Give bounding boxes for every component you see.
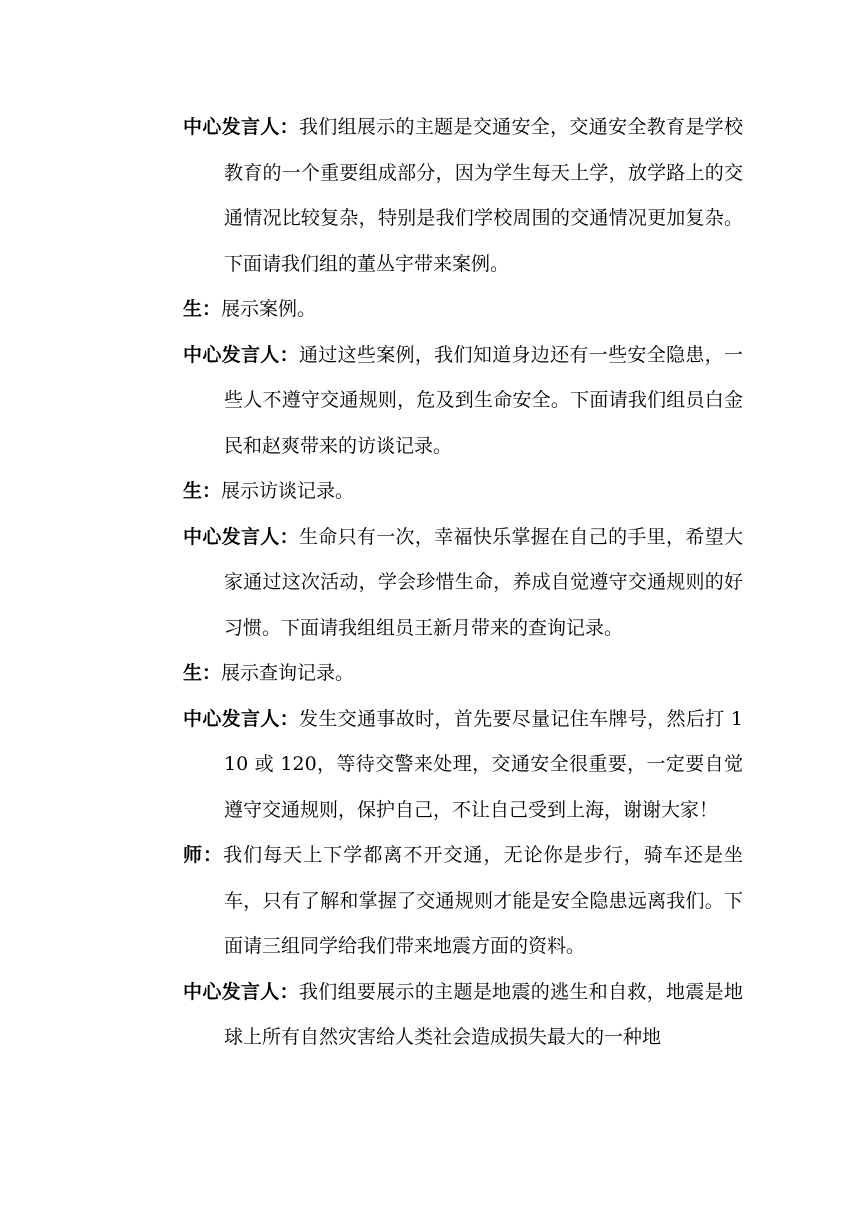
dialogue-entry xyxy=(183,287,743,333)
entry-text: 展示查询记录。 xyxy=(221,662,355,684)
dialogue-entry xyxy=(183,697,743,834)
entry-text: 我们每天上下学都离不开交通，无论你是步行，骑车还是坐车，只有了解和掌握了交通规则才能是安全隐患远离我们。下面请三组同学给我们带来地震方面的资料。 xyxy=(223,844,743,957)
speaker-label: 中心发言人： xyxy=(183,343,299,366)
speaker-label: 师： xyxy=(183,844,224,866)
entry-text: 展示案例。 xyxy=(221,298,317,320)
entry-text: 发生交通事故时，首先要尽量记住车牌号，然后打 110 或 120，等待交警来处理，交通安全很重要，一定要自觉遵守交通规则，保护自己，不让自己受到上海，谢谢大家！ xyxy=(224,707,743,821)
entry-text: 我们组展示的主题是交通安全，交通安全教育是学校教育的一个重要组成部分，因为学生每天上学，放学路上的交通情况比较复杂，特别是我们学校周围的交通情况更加复杂。下面请我们组的董丛宇带来案例。 xyxy=(224,116,743,275)
dialogue-entry xyxy=(183,469,743,515)
dialogue-entry xyxy=(183,105,743,287)
speaker-label: 中心发言人： xyxy=(183,116,299,138)
speaker-label: 中心发言人： xyxy=(183,980,299,1003)
entry-text: 通过这些案例，我们知道身边还有一些安全隐患，一些人不遵守交通规则，危及到生命安全。下面请我们组员白金民和赵爽带来的访谈记录。 xyxy=(224,343,743,457)
entry-text: 生命只有一次，幸福快乐掌握在自己的手里，希望大家通过这次活动，学会珍惜生命，养成自觉遵守交通规则的好习惯。下面请我组组员王新月带来的查询记录。 xyxy=(224,525,743,639)
entry-text: 展示访谈记录。 xyxy=(221,480,355,502)
dialogue-entry xyxy=(183,651,743,697)
dialogue-transcript xyxy=(183,105,743,1061)
speaker-label: 中心发言人： xyxy=(183,707,300,730)
speaker-label: 生： xyxy=(183,298,222,320)
entry-text: 我们组要展示的主题是地震的逃生和自救，地震是地球上所有自然灾害给人类社会造成损失最大的一种地 xyxy=(224,980,743,1048)
dialogue-entry xyxy=(183,333,743,470)
dialogue-entry xyxy=(183,515,743,652)
speaker-label: 生： xyxy=(183,480,222,502)
speaker-label: 生： xyxy=(183,662,222,684)
speaker-label: 中心发言人： xyxy=(183,525,299,548)
dialogue-entry xyxy=(183,970,743,1061)
dialogue-entry xyxy=(183,833,743,970)
